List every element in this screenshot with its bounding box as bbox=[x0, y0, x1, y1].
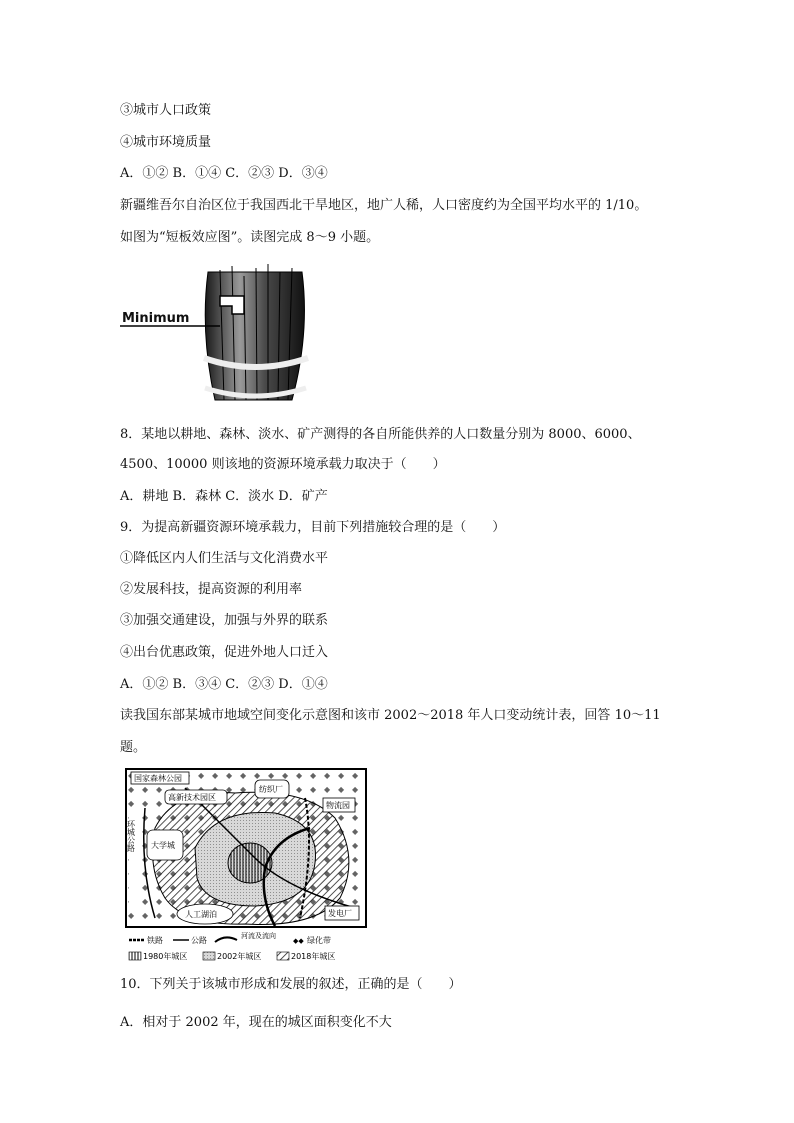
item-4-city-environment-quality: ④城市环境质量 bbox=[120, 135, 212, 150]
q8-stem-line2: 4500、10000 则该地的资源环境承载力取决于（ ） bbox=[120, 457, 446, 472]
city-map-svg bbox=[125, 768, 369, 963]
barrel-intro-text: 如图为“短板效应图”。读图完成 8～9 小题。 bbox=[120, 230, 380, 245]
map-label-power-plant: 发电厂 bbox=[328, 909, 352, 918]
q10-stem: 10．下列关于该城市形成和发展的叙述，正确的是（ ） bbox=[120, 977, 462, 992]
map-legend bbox=[129, 931, 335, 961]
q9-item-3: ③加强交通建设，加强与外界的联系 bbox=[120, 613, 329, 628]
map-label-forest-park: 国家森林公园 bbox=[134, 774, 182, 783]
map-label-textile-factory: 纺织厂 bbox=[259, 785, 283, 794]
map-label-hitech-park: 高新技术园区 bbox=[168, 793, 216, 802]
legend-urban-2002: 2002年城区 bbox=[217, 952, 262, 961]
legend-greenbelt: 绿化带 bbox=[307, 936, 331, 945]
q10-option-a: A．相对于 2002 年，现在的城区面积变化不大 bbox=[120, 1015, 392, 1030]
map-label-university-town: 大学城 bbox=[151, 841, 175, 850]
barrel-illustration bbox=[120, 258, 320, 408]
legend-road: 公路 bbox=[191, 936, 207, 945]
xinjiang-intro-text: 新疆维吾尔自治区位于我国西北干旱地区，地广人稀，人口密度约为全国平均水平的 1/10。 bbox=[120, 198, 648, 213]
short-board-effect-figure bbox=[120, 258, 320, 408]
svg-text:◆◆: ◆◆ bbox=[293, 937, 304, 945]
q9-item-2: ②发展科技，提高资源的利用率 bbox=[120, 582, 303, 597]
q9-stem: 9．为提高新疆资源环境承载力，目前下列措施较合理的是（ ） bbox=[120, 520, 506, 535]
q9-item-1: ①降低区内人们生活与文化消费水平 bbox=[120, 551, 329, 566]
city-intro-line1: 读我国东部某城市地域空间变化示意图和该市 2002～2018 年人口变动统计表，回答 10～11 bbox=[120, 708, 661, 723]
q7-answer-options: A．①② B．①④ C．②③ D．③④ bbox=[120, 166, 328, 181]
legend-urban-1980: 1980年城区 bbox=[143, 952, 188, 961]
map-label-ring-road: 环城公路 bbox=[126, 820, 136, 852]
item-3-city-population-policy: ③城市人口政策 bbox=[120, 103, 212, 118]
legend-railway: 铁路 bbox=[147, 936, 163, 945]
barrel-minimum-label: Minimum bbox=[122, 311, 190, 326]
map-label-artificial-lake: 人工湖泊 bbox=[185, 910, 217, 919]
map-label-logistics-park: 物流园 bbox=[326, 801, 350, 810]
q9-answer-options: A．①② B．③④ C．②③ D．①④ bbox=[120, 677, 328, 692]
q8-answer-options: A．耕地 B．森林 C．淡水 D．矿产 bbox=[120, 489, 328, 504]
q9-item-4: ④出台优惠政策，促进外地人口迁入 bbox=[120, 645, 329, 660]
city-spatial-change-map bbox=[125, 768, 369, 963]
legend-urban-2018: 2018年城区 bbox=[291, 952, 336, 961]
legend-river: 河流及流向 bbox=[241, 932, 276, 940]
q8-stem-line1: 8．某地以耕地、森林、淡水、矿产测得的各自所能供养的人口数量分别为 8000、6000、 bbox=[120, 427, 641, 442]
city-intro-line2: 题。 bbox=[120, 740, 147, 755]
